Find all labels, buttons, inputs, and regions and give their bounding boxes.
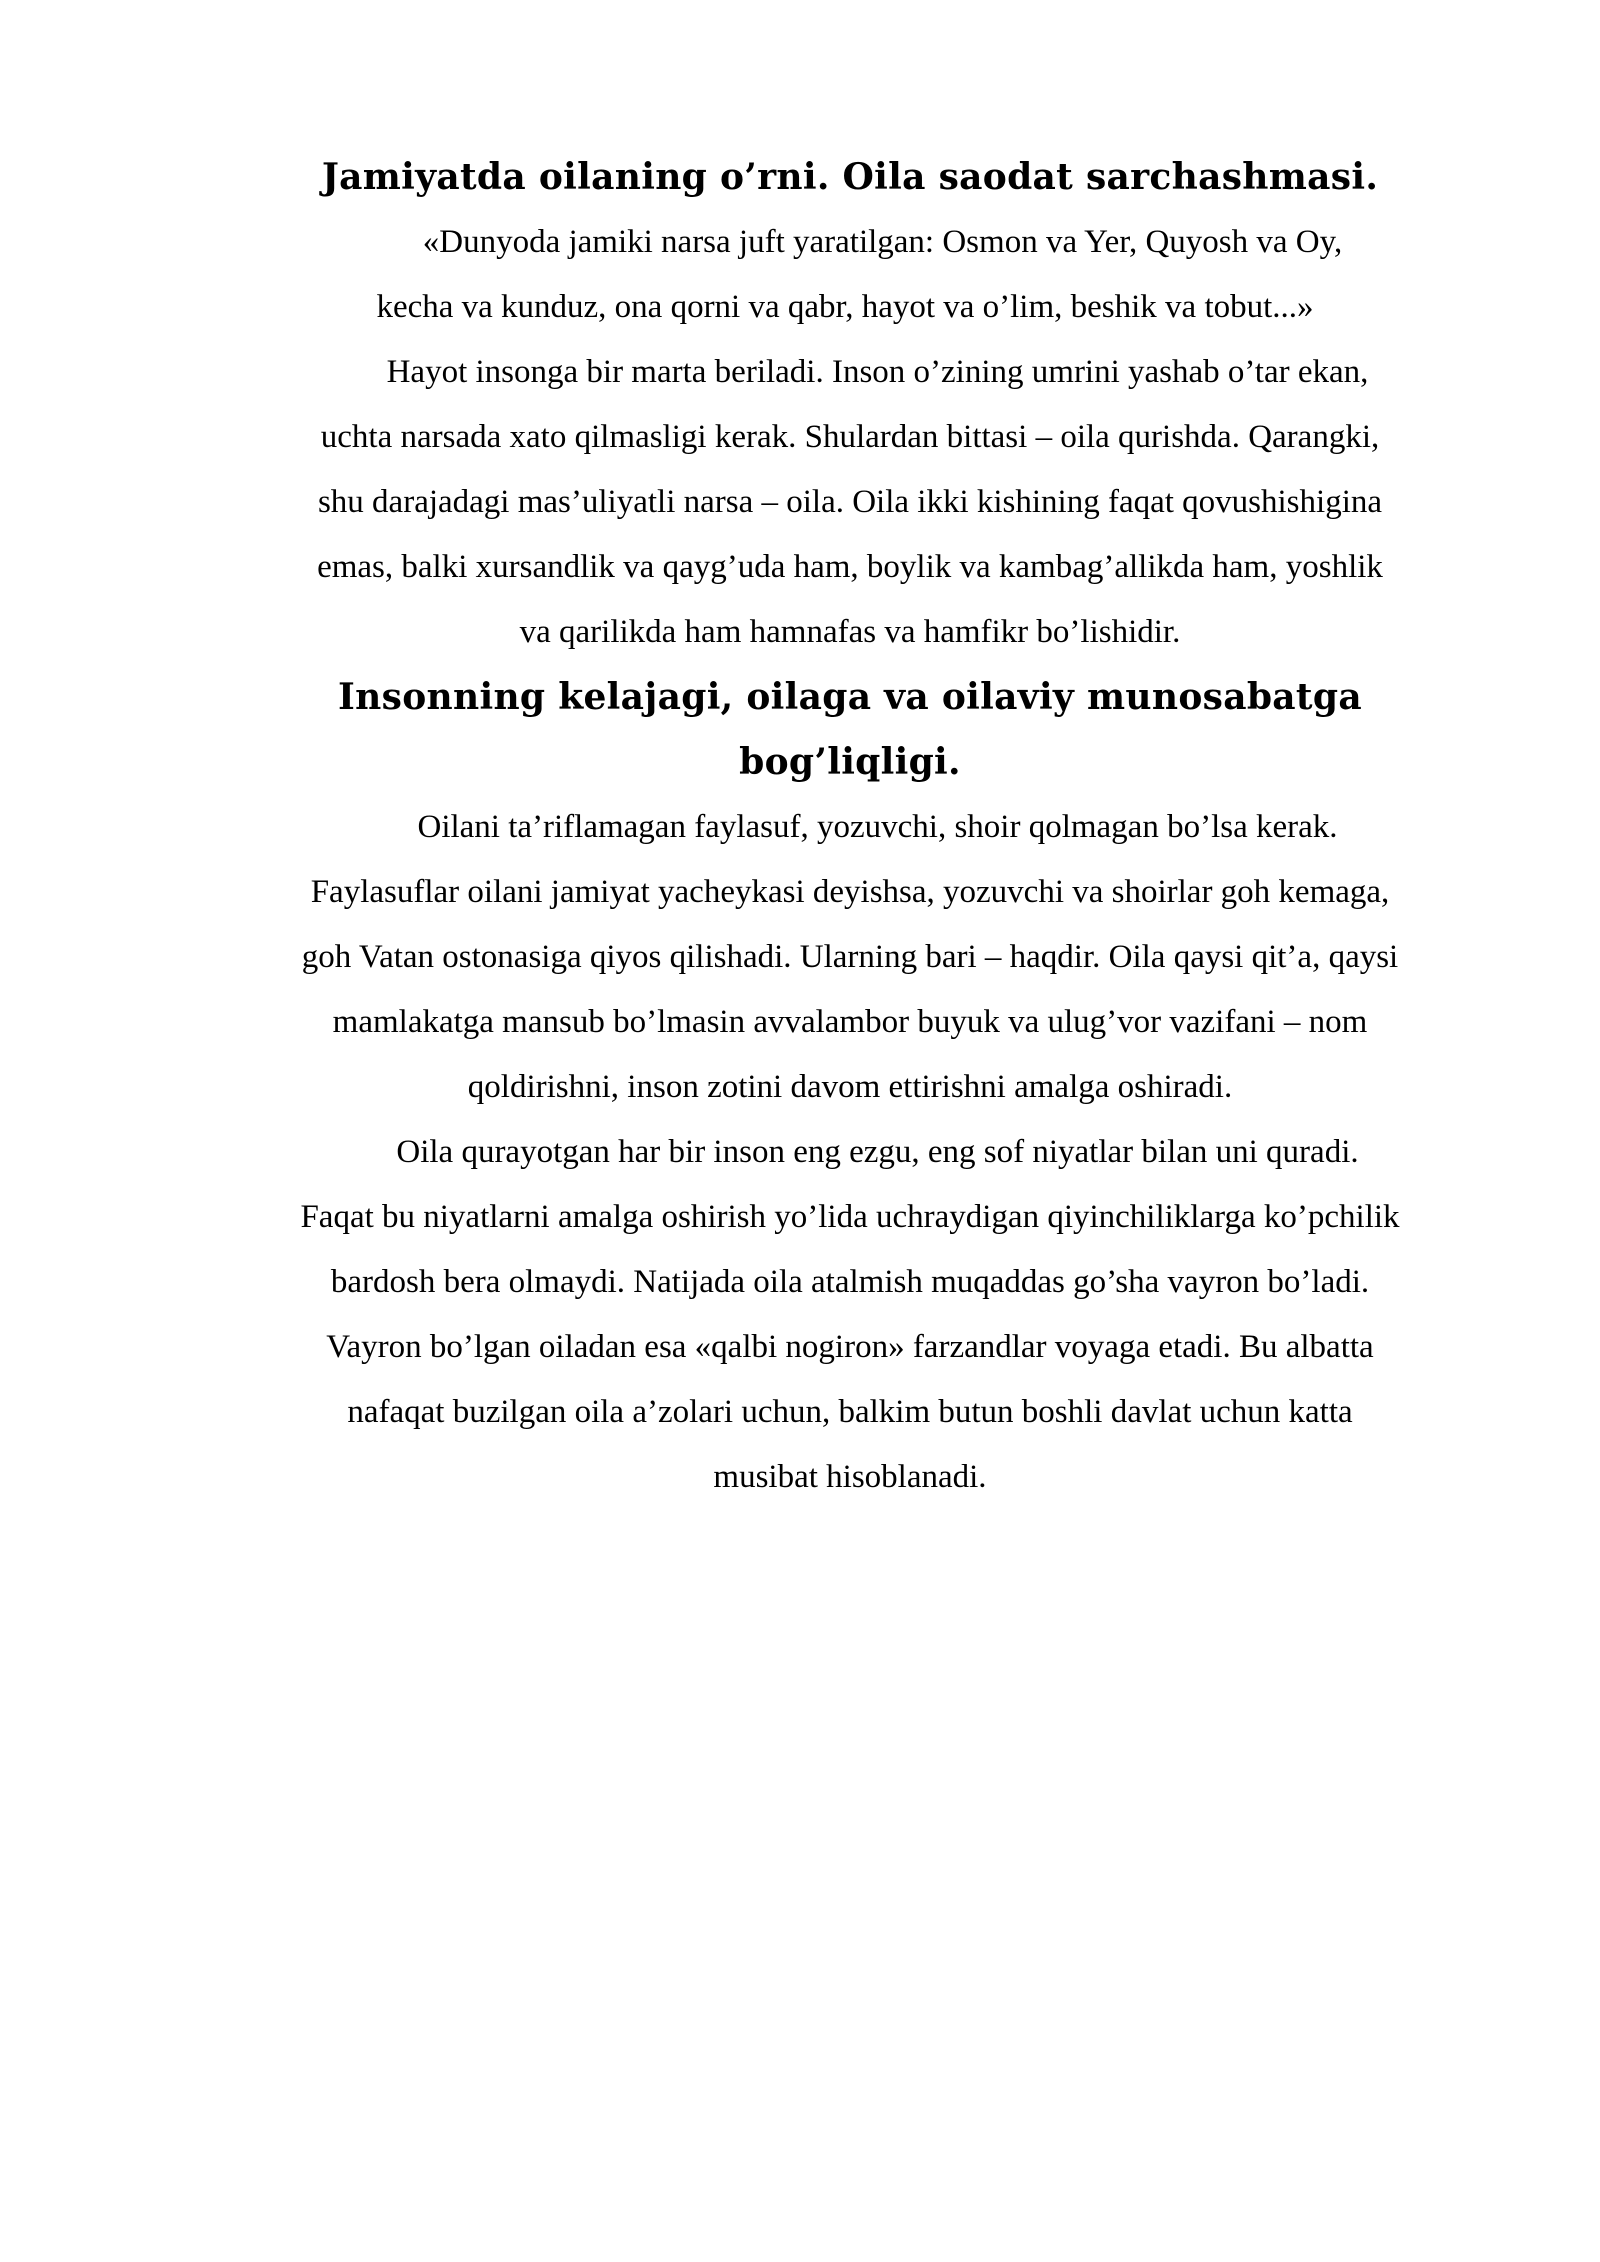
heading-line: Insonning kelajagi, oilaga va oilaviy munosabatga <box>338 676 1362 718</box>
paragraph-line: bardosh bera olmaydi. Natijada oila atalmish muqaddas go’sha vayron bo’ladi. <box>330 1264 1370 1300</box>
paragraph-line: qoldirishni, inson zotini davom ettirishni amalga oshiradi. <box>467 1069 1233 1105</box>
paragraph-line: mamlakatga mansub bo’lmasin avvalambor buyuk va ulug’vor vazifani – nom <box>332 1004 1368 1040</box>
quote-line: kecha va kunduz, ona qorni va qabr, hayot va o’lim, beshik va tobut...» <box>376 289 1314 325</box>
paragraph-line: shu darajadagi mas’uliyatli narsa – oila. Oila ikki kishining faqat qovushishigina <box>317 484 1383 520</box>
heading-family-role: Jamiyatda oilaning o’rni. Oila saodat sarchashmasi. <box>321 156 1379 198</box>
paragraph-line: Faylasuflar oilani jamiyat yacheykasi deyishsa, yozuvchi va shoirlar goh kemaga, <box>310 874 1390 910</box>
quote-line: «Dunyoda jamiki narsa juft yaratilgan: Osmon va Yer, Quyosh va Oy, <box>422 224 1343 260</box>
paragraph-line: nafaqat buzilgan oila a’zolari uchun, balkim butun boshli davlat uchun katta <box>347 1394 1353 1430</box>
paragraph-line: Oila qurayotgan har bir inson eng ezgu, eng sof niyatlar bilan uni quradi. <box>396 1134 1359 1170</box>
paragraph-life <box>200 340 1500 665</box>
paragraph-line: Faqat bu niyatlarni amalga oshirish yo’lida uchraydigan qiyinchiliklarga ko’pchilik <box>300 1199 1400 1235</box>
quote-paragraph <box>200 210 1500 340</box>
paragraph-line: emas, balki xursandlik va qayg’uda ham, boylik va kambag’allikda ham, yoshlik <box>317 549 1383 585</box>
paragraph-definition <box>200 795 1500 1120</box>
paragraph-line: uchta narsada xato qilmasligi kerak. Shulardan bittasi – oila qurishda. Qarangki, <box>320 419 1380 455</box>
paragraph-intentions <box>200 1120 1500 1510</box>
paragraph-line: goh Vatan ostonasiga qiyos qilishadi. Ularning bari – haqdir. Oila qaysi qit’a, qaysi <box>301 939 1399 975</box>
paragraph-line: Vayron bo’lgan oiladan esa «qalbi nogiron» farzandlar voyaga etadi. Bu albatta <box>326 1329 1374 1365</box>
paragraph-line: va qarilikda ham hamnafas va hamfikr bo’lishidir. <box>519 614 1181 650</box>
document-body <box>200 145 1500 1510</box>
paragraph-line: musibat hisoblanadi. <box>713 1459 987 1495</box>
paragraph-line: Oilani ta’riflamagan faylasuf, yozuvchi, shoir qolmagan bo’lsa kerak. <box>417 809 1338 845</box>
paragraph-line: Hayot insonga bir marta beriladi. Inson o’zining umrini yashab o’tar ekan, <box>386 354 1369 390</box>
heading-future-family <box>200 665 1500 795</box>
heading-line: bog’liqligi. <box>739 741 961 783</box>
